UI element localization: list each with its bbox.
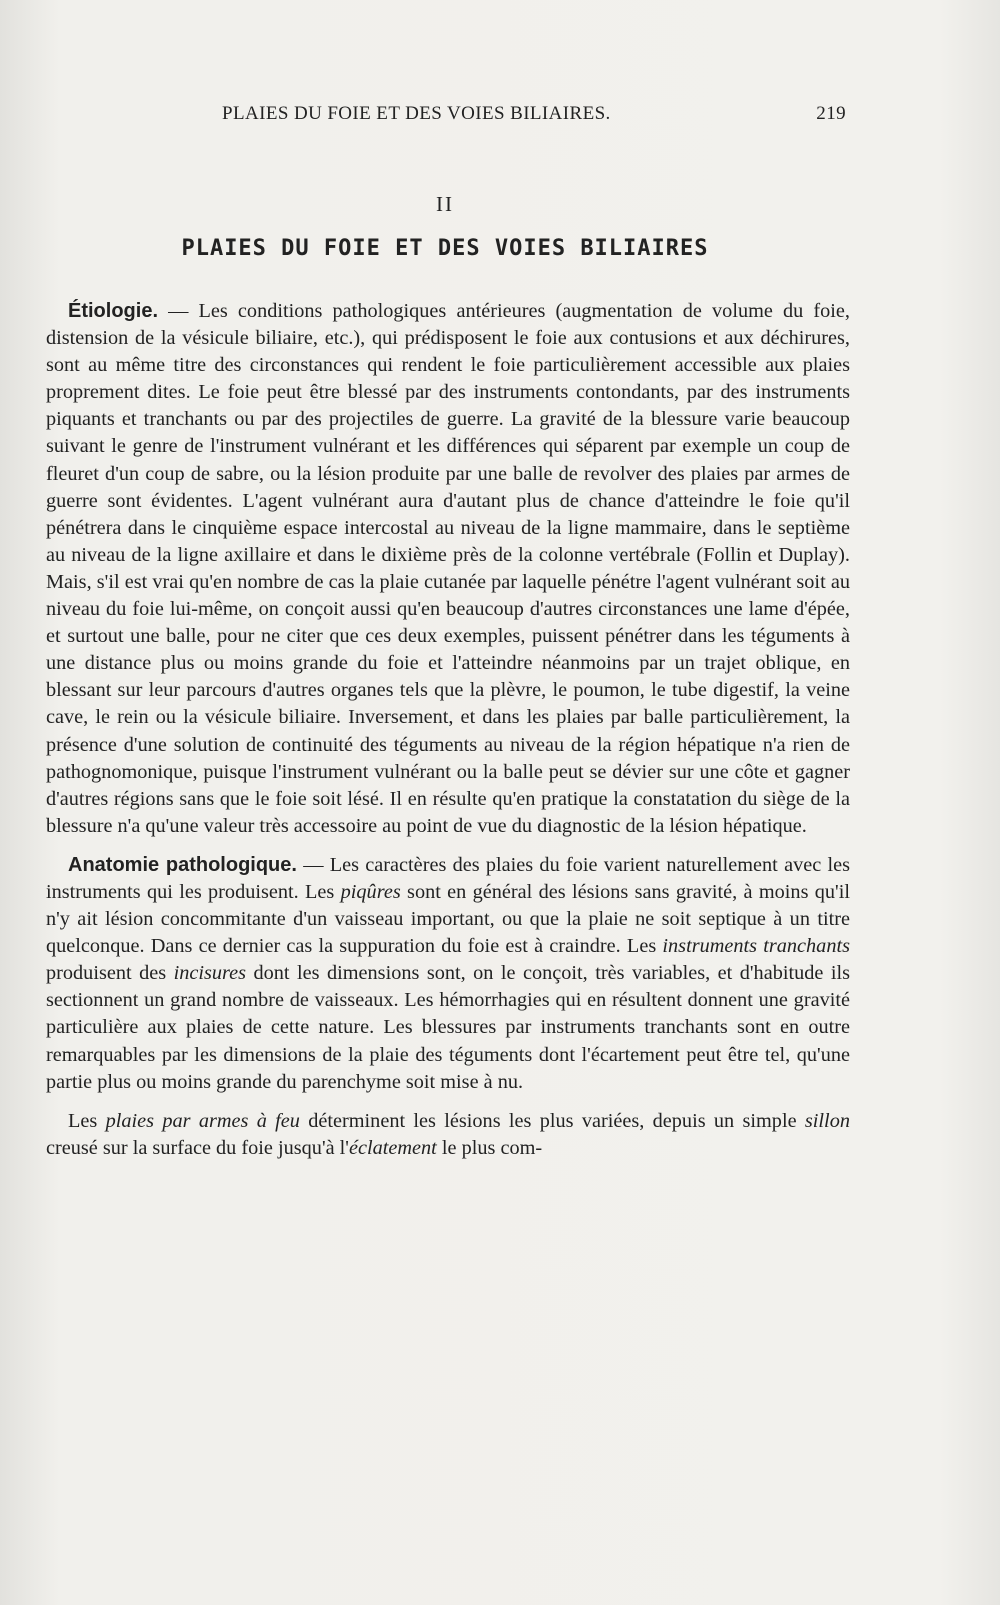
armes-text-3: creusé sur la surface du foie jusqu'à l': [46, 1136, 349, 1159]
anatomie-text-3: produisent des: [46, 962, 174, 985]
body-text: [46, 298, 850, 1162]
paragraph-anatomie: [46, 852, 850, 1096]
anatomie-text-4: dont les dimensions sont, on le conçoit, très variables, et d'habitude ils sectionnent un grand nombre de vaisseaux. Les hémorrhagies qui en résultent donnent une gravité particulière aux plaies de cette nature. Les blessures par instruments tranchants sont en outre remarquables par les dimensions de la plaie des téguments dont l'écartement peut être tel, qu'une partie plus ou moins grande du parenchyme soit mise à nu.: [46, 962, 850, 1093]
anatomie-text-2: sont en général des lésions sans gravité, à moins qu'il n'y ait lésion concommitante d'un vaisseau important, ou que la plaie ne soit septique à un titre quelconque. Dans ce dernier cas la suppuration du foie est à craindre. Les: [46, 880, 850, 958]
running-header-title: PLAIES DU FOIE ET DES VOIES BILIAIRES.: [222, 103, 611, 124]
anatomie-italic-1: piqûres: [340, 880, 401, 903]
armes-text-4: le plus com-: [436, 1136, 543, 1159]
armes-text-1: Les: [68, 1109, 106, 1132]
anatomie-italic-3: incisures: [173, 962, 247, 985]
anatomie-heading: Anatomie pathologique.: [68, 853, 297, 876]
armes-italic-2: sillon: [804, 1109, 850, 1132]
anatomie-text-1: — Les caractères des plaies du foie varient naturellement avec les instruments qui les produisent. Les: [46, 853, 850, 903]
etiologie-text: — Les conditions pathologiques antérieures (augmentation de volume du foie, distension de la vésicule biliaire, etc.), qui prédisposent le foie aux contusions et aux déchirures, sont au même titre des circonstances qui rendent le foie particulièrement accessible aux plaies proprement dites. Le foie peut être blessé par des instruments contondants, par des instruments piquants et tranchants ou par des projectiles de guerre. La gravité de la blessure varie beaucoup suivant le genre de l'instrument vulnérant et les différences qui séparent par exemple un coup de fleuret d'un coup de sabre, ou la lésion produite par une balle de revolver des plaies par armes de guerre sont évidentes. L'agent vulnérant aura d'autant plus de chance d'atteindre le foie qu'il pénétrera dans le cinquième espace intercostal au niveau de la ligne mammaire, dans le septième au niveau de la ligne axillaire et dans le dixième près de la colonne vertébrale (Follin et Duplay). Mais, s'il est vrai qu'en nombre de cas la plaie cutanée par laquelle pénétre l'agent vulnérant soit au niveau du foie lui-même, on conçoit aussi qu'en beaucoup d'autres circonstances une lame d'épée, et surtout une balle, pour ne citer que ces deux exemples, puissent pénétrer dans les téguments à une distance plus ou moins grande du foie et l'atteindre néanmoins par un trajet oblique, en blessant sur leur parcours d'autres organes tels que la plèvre, le poumon, le tube digestif, la veine cave, le rein ou la vésicule biliaire. Inversement, et dans les plaies par balle particulièrement, la présence d'une solution de continuité des téguments au niveau de la région hépatique n'a rien de pathognomonique, puisque l'instrument vulnérant ou la balle peut se dévier sur une côte et gagner d'autres régions sans que le foie soit lésé. Il en résulte qu'en pratique la constatation du siège de la blessure n'a qu'une valeur très accessoire au point de vue du diagnostic de la lésion hépatique.: [46, 300, 850, 837]
etiologie-heading: Étiologie.: [68, 300, 158, 322]
armes-text-2: déterminent les lésions les plus variées, depuis un simple: [299, 1109, 805, 1132]
section-number: II: [436, 192, 454, 216]
armes-italic-1: plaies par armes à feu: [105, 1109, 300, 1132]
paragraph-etiologie: [46, 298, 850, 840]
section-title: PLAIES DU FOIE ET DES VOIES BILIAIRES: [181, 236, 709, 261]
page-number: 219: [816, 103, 846, 124]
paragraph-armes: [46, 1108, 850, 1162]
anatomie-italic-2: instruments tranchants: [662, 935, 850, 958]
armes-italic-3: éclatement: [348, 1136, 437, 1159]
